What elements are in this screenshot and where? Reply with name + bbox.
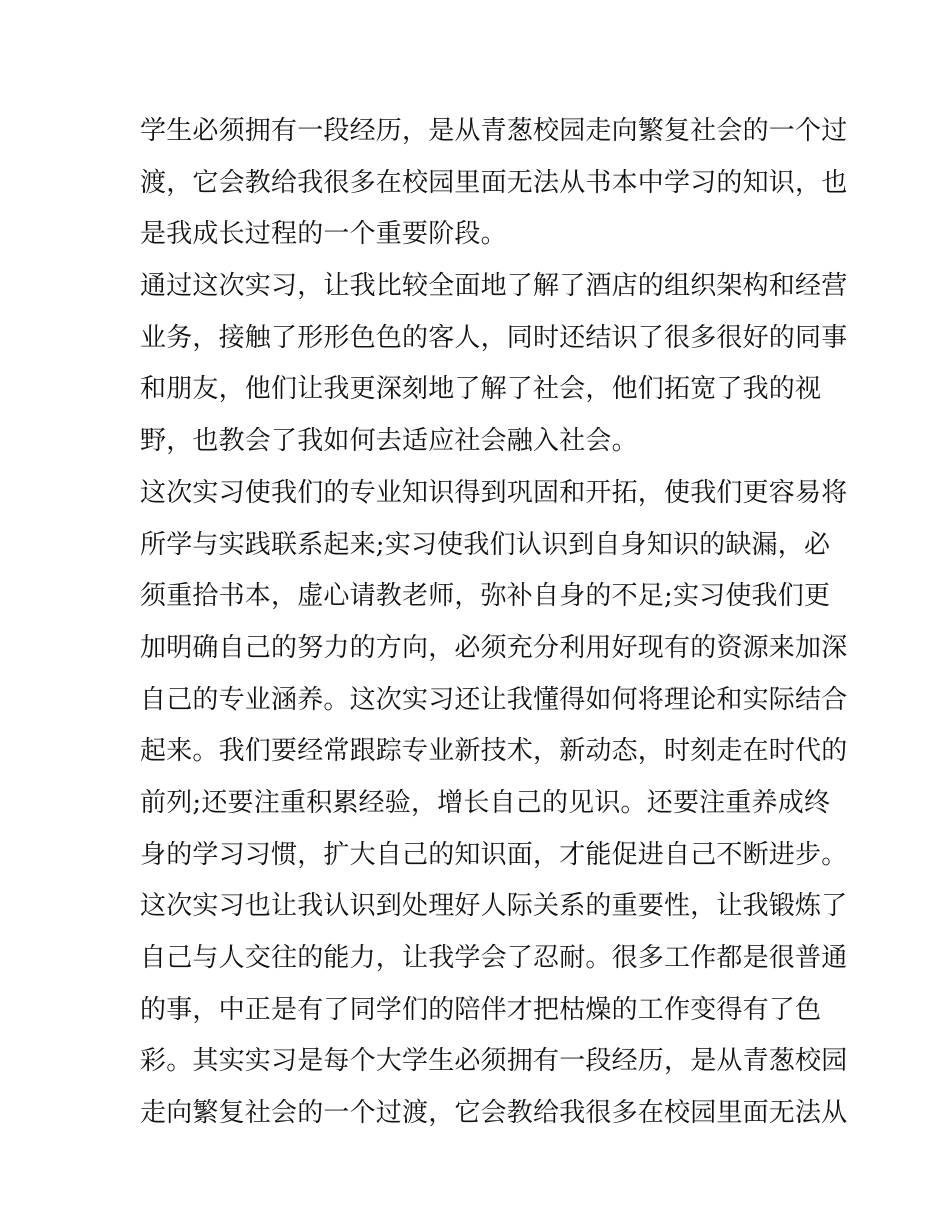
text-line: 和朋友，他们让我更深刻地了解了社会，他们拓宽了我的视 (140, 374, 822, 405)
text-line: 起来。我们要经常跟踪专业新技术，新动态，时刻走在时代的 (140, 736, 848, 767)
text-line: 这次实习也让我认识到处理好人际关系的重要性，让我锻炼了 (140, 891, 848, 922)
text-line: 前列;还要注重积累经验，增长自己的见识。还要注重养成终 (140, 787, 831, 818)
text-line: 自己的专业涵养。这次实习还让我懂得如何将理论和实际结合 (140, 684, 848, 715)
text-line: 所学与实践联系起来;实习使我们认识到自身知识的缺漏，必 (140, 529, 831, 560)
text-line: 是我成长过程的一个重要阶段。 (140, 219, 507, 250)
text-line: 须重拾书本，虚心请教老师，弥补自身的不足;实习使我们更 (140, 581, 831, 612)
text-line: 这次实习使我们的专业知识得到巩固和开拓，使我们更容易将 (140, 477, 848, 508)
text-line: 加明确自己的努力的方向，必须充分利用好现有的资源来加深 (140, 632, 848, 663)
text-line: 通过这次实习，让我比较全面地了解了酒店的组织架构和经营 (140, 271, 848, 302)
text-line: 业务，接触了形形色色的客人，同时还结识了很多很好的同事 (140, 322, 848, 353)
text-line: 身的学习习惯，扩大自己的知识面，才能促进自己不断进步。 (140, 839, 848, 870)
text-line: 野，也教会了我如何去适应社会融入社会。 (140, 426, 638, 457)
document-body (140, 106, 848, 1140)
text-line: 学生必须拥有一段经历，是从青葱校园走向繁复社会的一个过 (140, 116, 848, 146)
text-line: 彩。其实实习是每个大学生必须拥有一段经历，是从青葱校园 (140, 1046, 848, 1077)
text-line: 自己与人交往的能力，让我学会了忍耐。很多工作都是很普通 (140, 943, 848, 973)
text-line: 渡，它会教给我很多在校园里面无法从书本中学习的知识，也 (140, 167, 848, 198)
text-line: 走向繁复社会的一个过渡，它会教给我很多在校园里面无法从 (140, 1098, 848, 1129)
text-line: 的事，中正是有了同学们的陪伴才把枯燥的工作变得有了色 (140, 994, 822, 1025)
